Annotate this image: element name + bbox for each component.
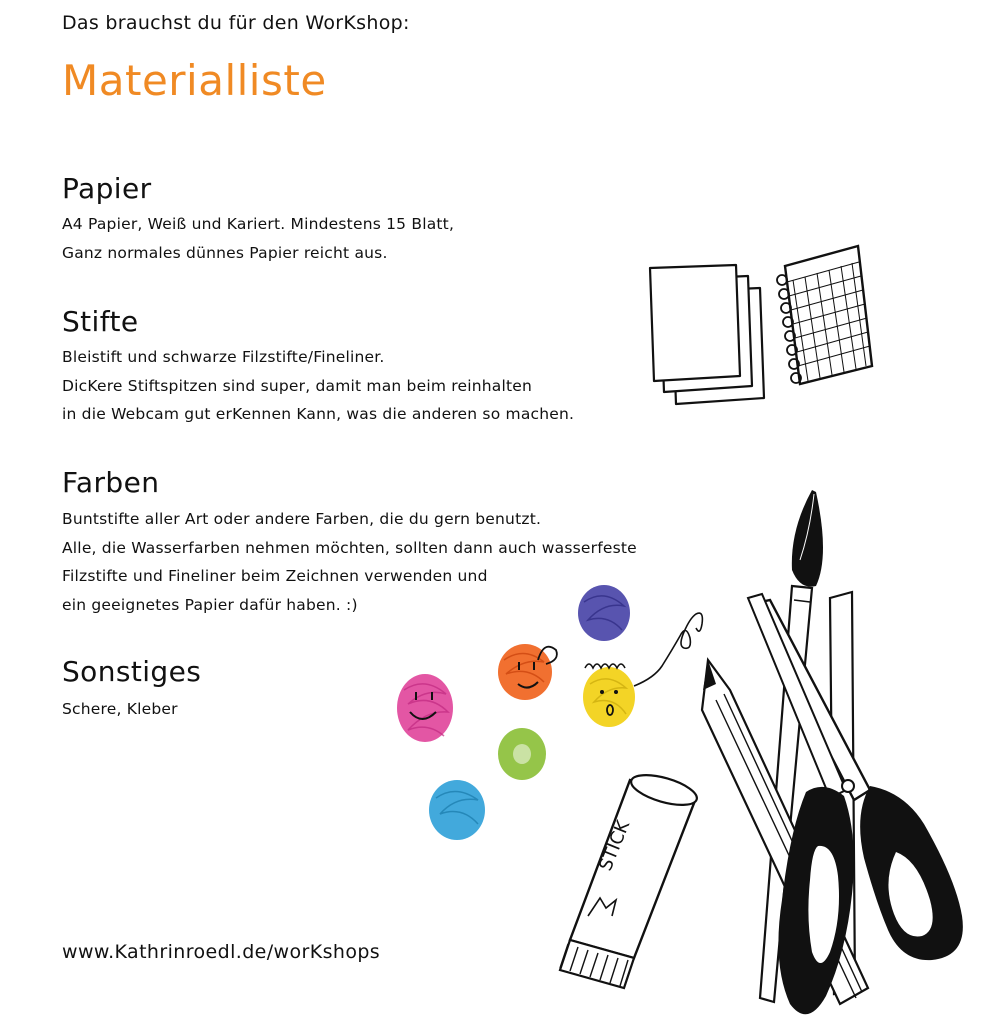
- grid-notebook-icon: [777, 246, 872, 384]
- glue-stick-label: STICK: [595, 817, 635, 874]
- body-line: Ganz normales dünnes Papier reicht aus.: [62, 243, 388, 262]
- section-heading-stifte: Stifte: [62, 305, 139, 338]
- body-line: Buntstifte aller Art oder andere Farben, die du gern benutzt.: [62, 510, 542, 528]
- section-heading-papier: Papier: [62, 172, 152, 205]
- blue-dot-icon: [578, 585, 630, 641]
- body-line: DicKere Stiftspitzen sind super, damit man beim reinhalten: [62, 376, 533, 395]
- intro-text: Das brauchst du für den WorKshop:: [62, 12, 410, 34]
- cyan-dot-icon: [429, 780, 485, 840]
- body-line: A4 Papier, Weiß und Kariert. Mindestens 15 Blatt,: [62, 215, 455, 233]
- body-line: ein geeignetes Papier dafür haben. :): [62, 595, 358, 614]
- body-line: Bleistift und schwarze Filzstifte/Fineliner.: [62, 348, 385, 366]
- body-line: Filzstifte und Fineliner beim Zeichnen verwenden und: [62, 567, 488, 586]
- body-line: Schere, Kleber: [62, 700, 178, 718]
- paper-stack-icon: [650, 265, 764, 404]
- section-heading-farben: Farben: [62, 466, 160, 499]
- green-dot-icon: [498, 728, 546, 780]
- body-line: Alle, die Wasserfarben nehmen möchten, sollten dann auch wasserfeste: [62, 538, 637, 557]
- pink-smiley-icon: [397, 674, 453, 742]
- page-title: Materialliste: [62, 56, 327, 105]
- section-heading-sonstiges: Sonstiges: [62, 655, 202, 688]
- website-url[interactable]: www.Kathrinroedl.de/worKshops: [62, 941, 381, 963]
- body-line: in die Webcam gut erKennen Kann, was die anderen so machen.: [62, 405, 575, 424]
- orange-smiley-icon: [498, 644, 557, 700]
- glue-stick-icon: [560, 769, 700, 988]
